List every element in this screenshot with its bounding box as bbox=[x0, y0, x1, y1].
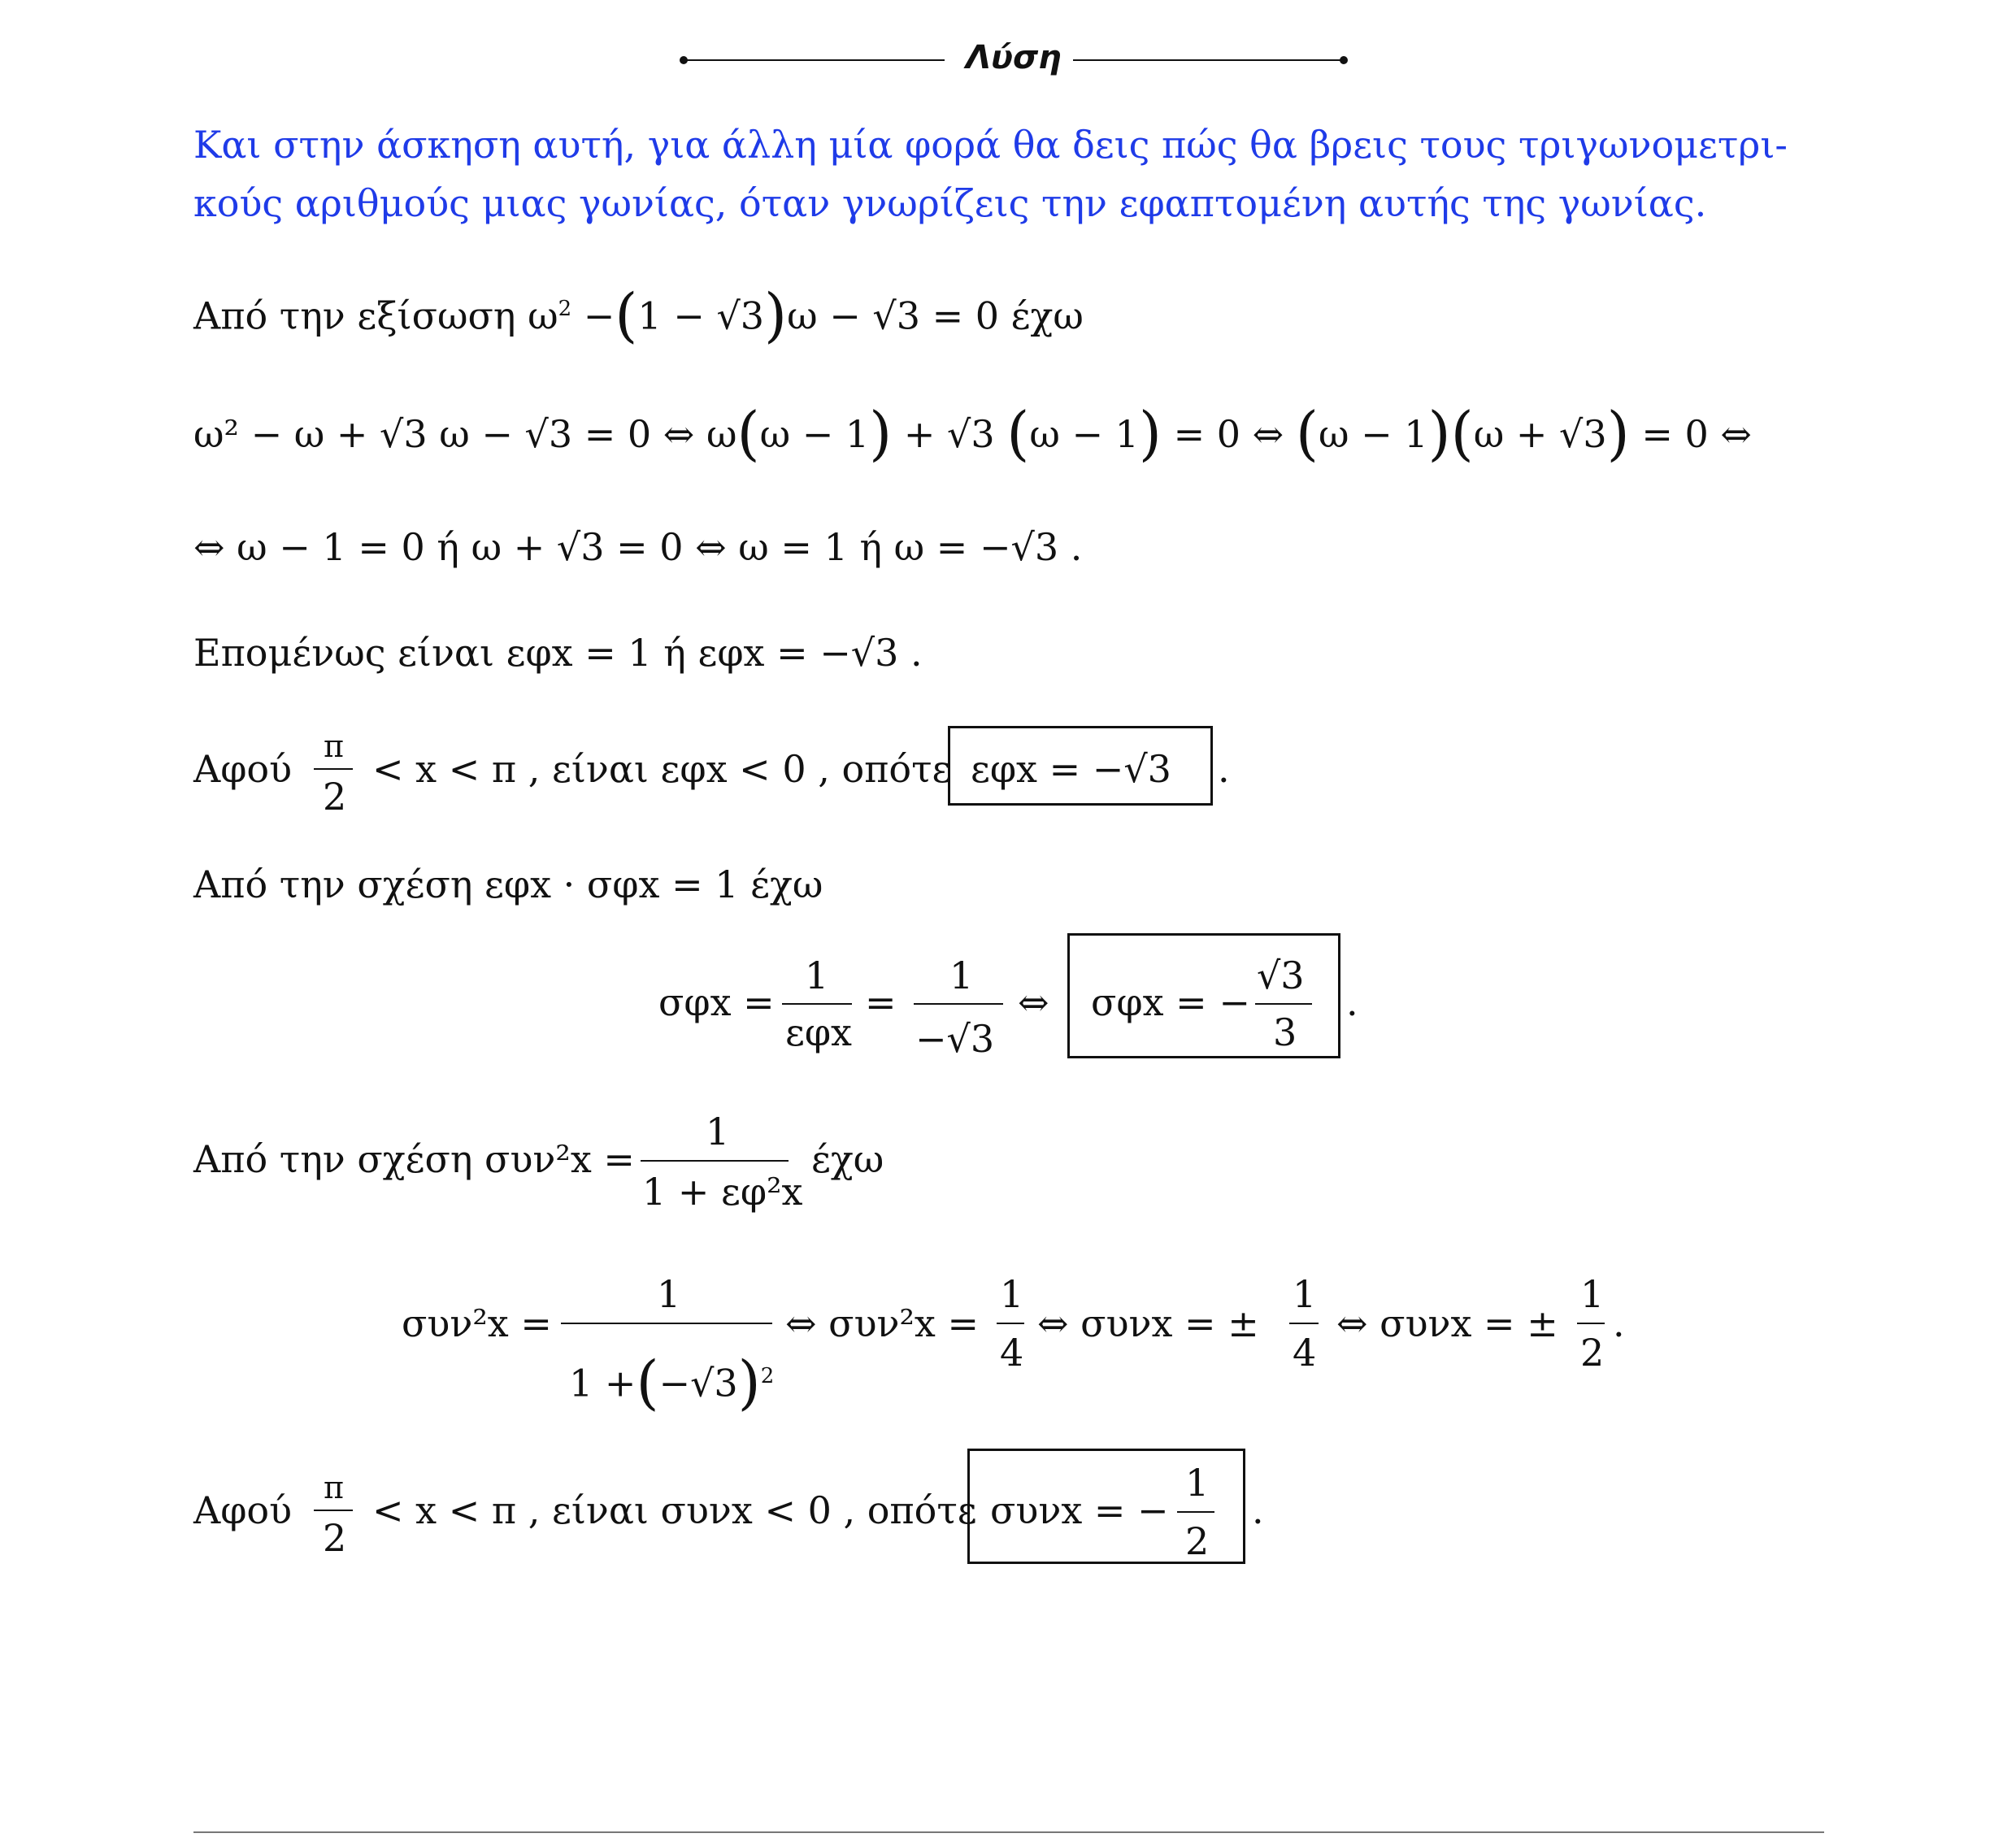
step9-f2-den: 4 bbox=[1000, 1331, 1024, 1375]
step8-f-den: 1 + εφ²x bbox=[642, 1170, 803, 1214]
step5-frac-num: π bbox=[324, 728, 344, 764]
step10-frac-num: π bbox=[324, 1470, 344, 1505]
lparen: ( bbox=[1006, 399, 1030, 467]
step9-f3-bar bbox=[1289, 1323, 1319, 1324]
step5-frac-den: 2 bbox=[323, 775, 347, 819]
step1-line bbox=[193, 280, 1084, 350]
step3-line: ⇔ ω − 1 = 0 ή ω + √3 = 0 ⇔ ω = 1 ή ω = −√3 . bbox=[193, 525, 1083, 569]
step10-box-bar bbox=[1177, 1511, 1214, 1513]
step5-text-a: Αφού bbox=[193, 747, 293, 791]
step2-p3: = 0 ⇔ bbox=[1173, 412, 1284, 456]
lparen: ( bbox=[1450, 399, 1474, 467]
step9-f1-bar bbox=[561, 1323, 772, 1324]
step9-f3-den: 4 bbox=[1293, 1331, 1317, 1375]
step9-f2-bar bbox=[997, 1323, 1024, 1324]
step8-tail: έχω bbox=[811, 1137, 884, 1181]
step10-text-a: Αφού bbox=[193, 1488, 293, 1532]
step5-tail: . bbox=[1218, 747, 1230, 791]
step9-mid2: ⇔ συνx = ± bbox=[1037, 1301, 1259, 1345]
step7-arrow: ⇔ bbox=[1018, 980, 1049, 1024]
step2-p2: + √3 bbox=[903, 412, 995, 456]
step7-box-den: 3 bbox=[1273, 1010, 1297, 1054]
lparen: ( bbox=[636, 1348, 659, 1417]
step6-line: Από την σχέση εφx · σφx = 1 έχω bbox=[193, 862, 823, 906]
step7-eq: = bbox=[865, 980, 897, 1024]
lparen: ( bbox=[736, 399, 760, 467]
step1-tail: έχω bbox=[999, 293, 1084, 338]
heading-left-rule bbox=[684, 59, 945, 61]
step9-f1-den-sup: 2 bbox=[760, 1364, 775, 1388]
step2-p1: ω² − ω + √3 ω − √3 = 0 ⇔ ω bbox=[193, 412, 737, 456]
step9-f3-num: 1 bbox=[1293, 1272, 1317, 1316]
step9-mid3: ⇔ συνx = ± bbox=[1336, 1301, 1558, 1345]
step10-tail: . bbox=[1252, 1488, 1264, 1532]
step7-f2-num: 1 bbox=[949, 954, 974, 997]
step1-text: Από την εξίσωση bbox=[193, 293, 528, 338]
step9-f1-num: 1 bbox=[657, 1272, 681, 1316]
heading-title: Λύση bbox=[966, 39, 1062, 76]
rparen: ) bbox=[1606, 399, 1630, 467]
rparen: ) bbox=[1138, 399, 1162, 467]
step5-boxed: εφx = −√3 bbox=[971, 747, 1171, 791]
rparen: ) bbox=[869, 399, 893, 467]
step2-paren3: ω − 1 bbox=[1318, 412, 1428, 456]
step9-f1-den bbox=[569, 1348, 775, 1417]
step1-minus: − bbox=[571, 293, 615, 338]
step9-f4-num: 1 bbox=[1580, 1272, 1605, 1316]
step1-rparen: ) bbox=[764, 280, 788, 350]
step9-f2-num: 1 bbox=[1000, 1272, 1024, 1316]
step10-frac-bar bbox=[314, 1510, 353, 1511]
heading-right-dot bbox=[1340, 56, 1348, 64]
step1-omega: ω bbox=[528, 293, 558, 338]
step7-f2-bar bbox=[914, 1003, 1003, 1005]
step1-lparen: ( bbox=[615, 280, 638, 350]
step7-lhs: σφx = bbox=[658, 980, 775, 1024]
intro-line-2: κούς αριθμούς μιας γωνίας, όταν γνωρίζεις την εφαπτομένη αυτής της γωνίας. bbox=[193, 181, 1707, 225]
step1-rest: ω − √3 = 0 bbox=[787, 293, 1000, 338]
step1-paren: 1 − √3 bbox=[637, 293, 765, 338]
step10-text-b: < x < π , είναι συνx < 0 , οπότε bbox=[372, 1488, 977, 1532]
heading-right-rule bbox=[1073, 59, 1343, 61]
step10-box-num: 1 bbox=[1185, 1461, 1210, 1505]
step2-paren4: ω + √3 bbox=[1473, 412, 1607, 456]
step10-frac-den: 2 bbox=[323, 1516, 347, 1560]
step9-f4-den: 2 bbox=[1580, 1331, 1605, 1375]
step9-lhs: συν²x = bbox=[402, 1301, 552, 1345]
step7-f1-num: 1 bbox=[805, 954, 829, 997]
step4-line: Επομένως είναι εφx = 1 ή εφx = −√3 . bbox=[193, 631, 923, 675]
step8-f-num: 1 bbox=[706, 1110, 730, 1153]
step8-f-bar bbox=[641, 1160, 789, 1162]
step9-f4-bar bbox=[1577, 1323, 1605, 1324]
step9-mid1: ⇔ συν²x = bbox=[785, 1301, 980, 1345]
step7-box-bar bbox=[1255, 1003, 1312, 1005]
step8-text: Από την σχέση συν²x = bbox=[193, 1137, 635, 1181]
step7-f2-den: −√3 bbox=[915, 1017, 995, 1061]
step9-tail: . bbox=[1613, 1301, 1625, 1345]
step7-tail: . bbox=[1346, 980, 1358, 1024]
step10-box-den: 2 bbox=[1185, 1519, 1210, 1563]
step9-f1-den-a: 1 + bbox=[569, 1361, 637, 1405]
rparen: ) bbox=[1427, 399, 1451, 467]
intro-line-1: Και στην άσκηση αυτή, για άλλη μία φορά θα δεις πώς θα βρεις τους τριγωνομετρι- bbox=[193, 123, 1788, 167]
step7-f1-bar bbox=[782, 1003, 852, 1005]
step2-p4: = 0 ⇔ bbox=[1641, 412, 1752, 456]
page-bottom-rule bbox=[193, 1831, 1824, 1833]
step9-f1-den-paren: −√3 bbox=[658, 1361, 738, 1405]
step1-sup: 2 bbox=[558, 297, 572, 321]
step10-box-lhs: συνx = − bbox=[990, 1488, 1169, 1532]
step5-frac-bar bbox=[314, 768, 353, 770]
step2-line bbox=[193, 399, 1752, 467]
step7-box-num: √3 bbox=[1257, 954, 1305, 997]
step7-f1-den: εφx bbox=[785, 1010, 852, 1054]
step2-paren2: ω − 1 bbox=[1029, 412, 1139, 456]
step7-box-lhs: σφx = − bbox=[1091, 980, 1250, 1024]
step2-paren1: ω − 1 bbox=[759, 412, 870, 456]
step5-text-b: < x < π , είναι εφx < 0 , οπότε bbox=[372, 747, 952, 791]
rparen: ) bbox=[737, 1348, 761, 1417]
lparen: ( bbox=[1295, 399, 1319, 467]
